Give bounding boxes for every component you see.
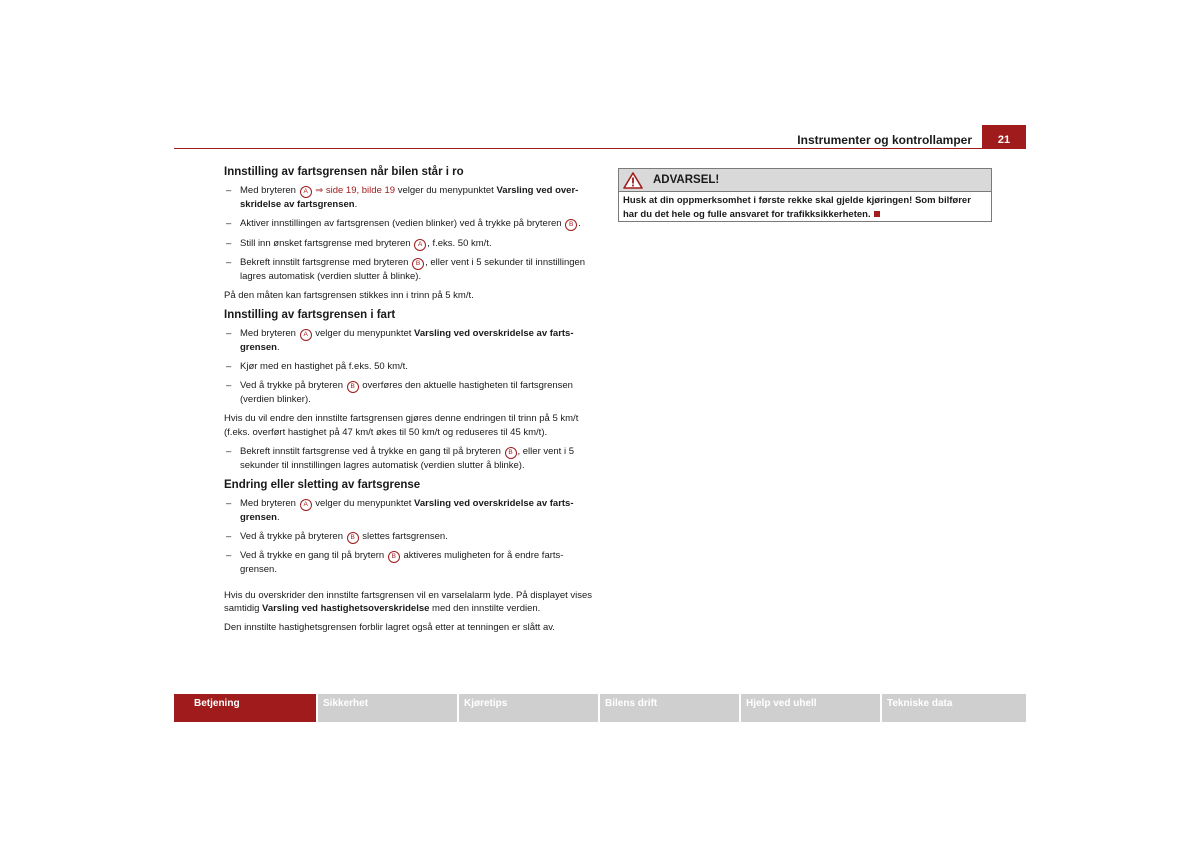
section-heading-driving: Innstilling av fartsgrensen i fart bbox=[224, 309, 396, 321]
page-number: 21 bbox=[982, 125, 1026, 148]
list-item bbox=[224, 549, 598, 577]
driving-steps-confirm bbox=[224, 445, 598, 473]
standstill-steps bbox=[224, 184, 598, 284]
paragraph: Hvis du vil endre den innstilte fartsgrensen gjøres denne endringen til trinn på 5 km/t (f.eks. overført hastighet på 47 km/t økes til 50 km/t og reduseres til 45 km/t). bbox=[224, 413, 579, 438]
step-text: . bbox=[354, 199, 358, 210]
step-text: Ved å trykke en gang til på brytern bbox=[240, 550, 385, 561]
cross-reference-link[interactable]: ⇒ side 19, bilde 19 bbox=[315, 185, 396, 196]
switch-b-badge: B bbox=[412, 258, 424, 270]
switch-b-badge: B bbox=[505, 447, 517, 459]
list-item bbox=[224, 256, 598, 284]
step-text: Ved å trykke på bryteren bbox=[240, 530, 343, 542]
paragraph: På den måten kan fartsgrensen stikkes inn i trinn på 5 km/t. bbox=[224, 290, 474, 301]
warning-box bbox=[618, 168, 992, 222]
step-text: Ved å trykke på bryteren bbox=[240, 380, 343, 391]
step-text: overføres den aktuelle hastigheten til fartsgrensen (verdien blinker). bbox=[240, 380, 573, 405]
step-text: velger du menypunktet bbox=[315, 328, 412, 339]
driving-steps bbox=[224, 327, 598, 407]
switch-b-badge: B bbox=[347, 532, 359, 544]
step-text: , f.eks. 50 km/t. bbox=[427, 237, 492, 249]
tab-kjoretips[interactable]: Kjøretips bbox=[459, 694, 598, 722]
section-heading-change-delete: Endring eller sletting av fartsgrense bbox=[224, 478, 421, 491]
step-text: Med bryteren bbox=[240, 497, 296, 509]
change-delete-steps bbox=[224, 497, 598, 577]
step-text: Med bryteren bbox=[240, 328, 296, 339]
step-text: slettes fartsgrensen. bbox=[362, 530, 448, 542]
step-text: . bbox=[276, 511, 280, 523]
menu-item-name: Varsling ved over-skridelse av fartsgrensen bbox=[240, 185, 579, 210]
main-text-column bbox=[224, 165, 598, 640]
paragraph: Den innstilte hastighetsgrensen forblir lagret også etter at tenningen er slått av. bbox=[224, 622, 555, 633]
section-heading-standstill: Innstilling av fartsgrensen når bilen står i ro bbox=[224, 166, 464, 178]
menu-item-name: Varsling ved overskridelse av farts-grensen bbox=[240, 328, 574, 353]
switch-a-badge: A bbox=[414, 239, 426, 251]
tab-tekniske-data[interactable]: Tekniske data bbox=[882, 694, 1026, 722]
switch-b-badge: B bbox=[347, 381, 359, 393]
tab-sikkerhet[interactable]: Sikkerhet bbox=[318, 694, 457, 722]
warning-triangle-icon bbox=[623, 172, 643, 189]
switch-b-badge: B bbox=[565, 219, 577, 231]
step-text: , eller vent i 5 sekunder til innstillingen lagres automatisk (verdien slutter å blinke). bbox=[240, 257, 586, 282]
list-item bbox=[224, 530, 598, 544]
tab-betjening[interactable]: Betjening bbox=[174, 694, 316, 722]
step-text: velger du menypunktet bbox=[397, 185, 494, 196]
display-message-name: Varsling ved hastighetsoverskridelse bbox=[262, 603, 430, 614]
step-text: Still inn ønsket fartsgrense med bryteren bbox=[240, 237, 411, 249]
warning-title: ADVARSEL! bbox=[653, 174, 720, 186]
step-text: Med bryteren bbox=[240, 185, 296, 196]
list-item bbox=[224, 360, 598, 374]
menu-item-name: Varsling ved overskridelse av farts-grensen bbox=[240, 497, 574, 523]
step-text: Kjør med en hastighet på f.eks. 50 km/t. bbox=[240, 361, 408, 372]
warning-header bbox=[619, 169, 991, 192]
switch-a-badge: A bbox=[300, 329, 312, 341]
paragraph bbox=[224, 589, 598, 616]
list-item bbox=[224, 237, 598, 251]
chapter-navigation bbox=[174, 694, 1026, 722]
switch-b-badge: B bbox=[388, 551, 400, 563]
step-text: . bbox=[276, 342, 280, 353]
header-rule bbox=[174, 148, 1026, 149]
step-text: Bekreft innstilt fartsgrense med bryteren bbox=[240, 257, 409, 268]
list-item bbox=[224, 327, 598, 355]
tab-bilens-drift[interactable]: Bilens drift bbox=[600, 694, 739, 722]
paragraph-text: med den innstilte verdien. bbox=[432, 603, 541, 614]
switch-a-badge: A bbox=[300, 499, 312, 511]
step-text: velger du menypunktet bbox=[315, 497, 412, 509]
paragraph-text: Hvis du overskrider den innstilte fartsgrensen vil en varselalarm lyde. På displayet vises samtidig bbox=[224, 589, 593, 614]
switch-a-badge: A bbox=[300, 186, 312, 198]
warning-text: Husk at din oppmerksomhet i første rekke skal gjelde kjøringen! Som bilfører har du det hele og fulle ansvaret for trafikksikkerheten. bbox=[623, 195, 971, 220]
list-item bbox=[224, 217, 598, 231]
warning-body bbox=[619, 192, 991, 223]
step-text: , eller vent i 5 sekunder til innstillingen lagres automatisk (verdien slutter å blinke). bbox=[240, 445, 574, 471]
step-text: . bbox=[578, 218, 581, 229]
list-item bbox=[224, 379, 598, 407]
end-of-section-mark bbox=[874, 211, 880, 217]
step-text: Bekreft innstilt fartsgrense ved å trykke en gang til på bryteren bbox=[240, 445, 501, 457]
list-item bbox=[224, 445, 598, 473]
chapter-title: Instrumenter og kontrollamper bbox=[797, 133, 972, 147]
step-text: aktiveres muligheten for å endre farts-grensen. bbox=[240, 550, 564, 575]
list-item bbox=[224, 184, 598, 212]
list-item bbox=[224, 497, 598, 525]
step-text: Aktiver innstillingen av fartsgrensen (vedien blinker) ved å trykke på bryteren bbox=[240, 218, 562, 229]
tab-hjelp-ved-uhell[interactable]: Hjelp ved uhell bbox=[741, 694, 880, 722]
